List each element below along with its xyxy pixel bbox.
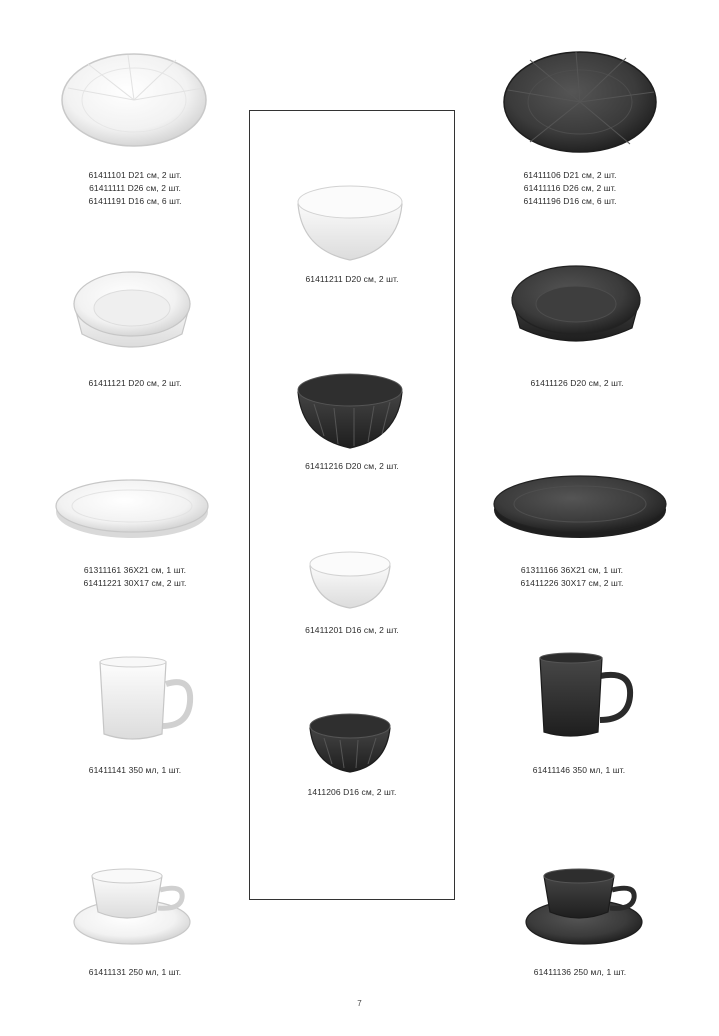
plate-white-caption: 61411101 D21 см, 2 шт. 61411111 D26 см, 2 шт. 61411191 D16 см, 6 шт. (88, 170, 182, 206)
bowl-white-large-image (294, 180, 406, 262)
deep-plate-black-caption: 61411126 D20 см, 2 шт. (530, 378, 624, 388)
bowl-black-large-caption: 61411216 D20 см, 2 шт. (305, 461, 399, 471)
oval-dish-white-caption: 61311161 36X21 см, 1 шт. 61411221 30X17 см, 2 шт. (83, 565, 187, 588)
oval-dish-black-caption: 61311166 36X21 см, 1 шт. 61411226 30X17 см, 2 шт. (520, 565, 624, 588)
bowl-black-large-image (294, 366, 406, 450)
mug-white-caption: 61411141 350 мл, 1 шт. (88, 765, 182, 775)
bowl-black-small-caption: 1411206 D16 см, 2 шт. (307, 787, 397, 797)
cup-saucer-white-caption: 61411131 250 мл, 1 шт. (88, 967, 182, 977)
bowl-white-small-caption: 61411201 D16 см, 2 шт. (305, 625, 399, 635)
plate-white-image (58, 48, 210, 152)
plate-black-image (500, 46, 660, 158)
bowl-white-small-image (306, 546, 394, 610)
mug-white-image (92, 654, 196, 746)
oval-dish-black-image (490, 468, 670, 544)
cup-saucer-black-caption: 61411136 250 мл, 1 шт. (533, 967, 627, 977)
page-number: 7 (357, 999, 362, 1008)
cup-saucer-white-image (72, 862, 196, 948)
bowl-white-large-caption: 61411211 D20 см, 2 шт. (305, 274, 399, 284)
mug-black-image (536, 650, 636, 742)
oval-dish-white-image (52, 472, 212, 544)
deep-plate-black-image (508, 260, 644, 352)
mug-black-caption: 61411146 350 мл, 1 шт. (532, 765, 626, 775)
deep-plate-white-caption: 61411121 D20 см, 2 шт. (88, 378, 182, 388)
cup-saucer-black-image (524, 862, 648, 948)
deep-plate-white-image (70, 264, 194, 358)
bowl-black-small-image (306, 708, 394, 774)
plate-black-caption: 61411106 D21 см, 2 шт. 61411116 D26 см, 2 шт. 61411196 D16 см, 6 шт. (523, 170, 617, 206)
